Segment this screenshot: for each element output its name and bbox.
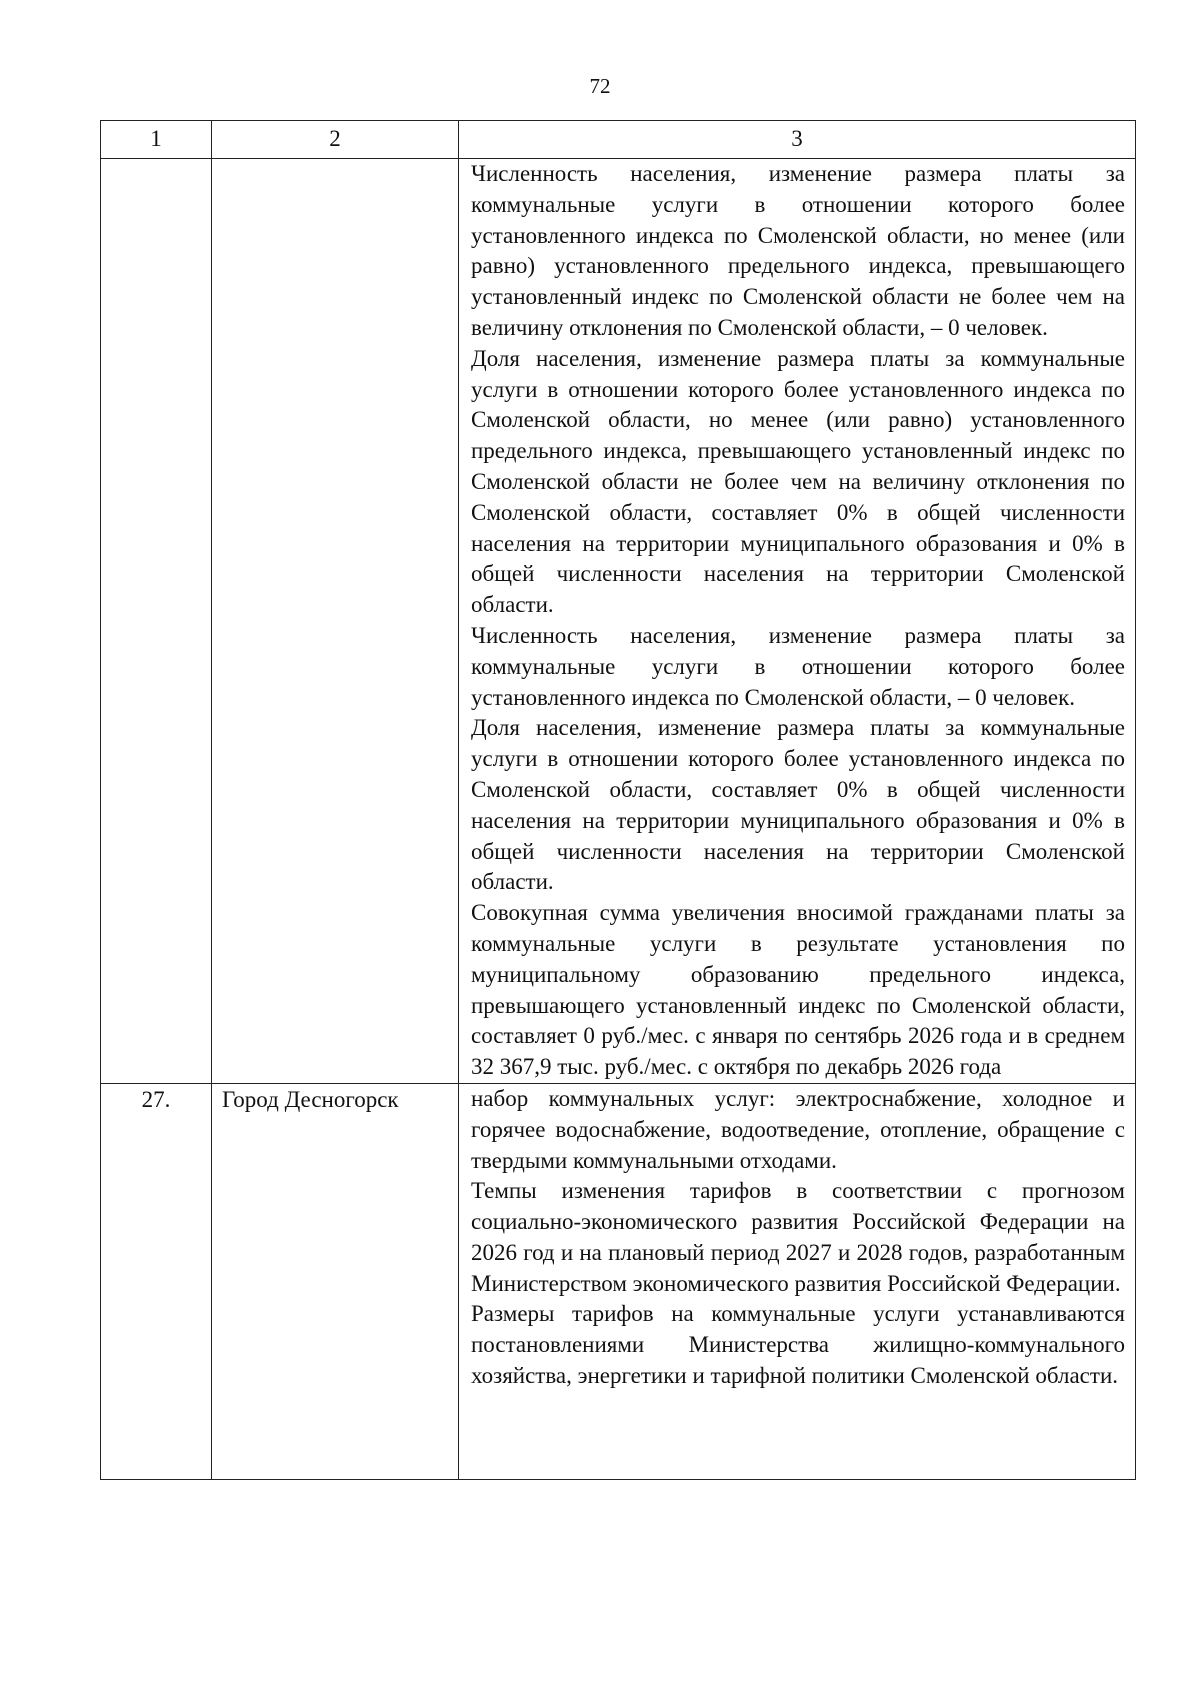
paragraph: Численность населения, изменение размера платы за коммунальные услуги в отношении которого более установленного индекса по Смоленской области, но менее (или равно) установленного предельного индекса, превышающего установленный индекс по Смоленской области не более чем на величину отклонения по Смоленской области, – 0 человек.: [471, 161, 1125, 340]
page-number: 72: [589, 74, 611, 98]
data-table: [100, 120, 1136, 1480]
paragraph: Темпы изменения тарифов в соответствии с прогнозом социально-экономического развития Российской Федерации на 2026 год и на плановый период 2027 и 2028 годов, разработанным Министерством экономического развития Российской Федерации.: [471, 1178, 1125, 1296]
table-row: [101, 1083, 1136, 1479]
paragraph: Размеры тарифов на коммунальные услуги устанавливаются постановлениями Министерства жилищно-коммунального хозяйства, энергетики и тарифной политики Смоленской области.: [471, 1301, 1125, 1389]
paragraph: набор коммунальных услуг: электроснабжение, холодное и горячее водоснабжение, водоотведение, отопление, обращение с твердыми коммунальными отходами.: [471, 1085, 1125, 1173]
paragraph: Доля населения, изменение размера платы за коммунальные услуги в отношении которого более установленного индекса по Смоленской области, но менее (или равно) установленного предельного индекса, превышающего установленный индекс по Смоленской области не более чем на величину отклонения по Смоленской области, составляет 0% в общей численности населения на территории муниципального образования и 0% в общей численности населения на территории Смоленской области.: [471, 345, 1125, 618]
table-header-row: [101, 121, 1136, 159]
municipality-name-cell: [212, 159, 459, 1084]
description-cell: [459, 159, 1136, 1084]
row-number-cell: [101, 159, 212, 1084]
description-cell: [459, 1083, 1136, 1479]
paragraph: Совокупная сумма увеличения вносимой гражданами платы за коммунальные услуги в результате установления по муниципальному образованию предельного индекса, превышающего установленный индекс по Смоленской области, составляет 0 руб./мес. с января по сентябрь 2026 года и в среднем 32 367,9 тыс. руб./мес. с октября по декабрь 2026 года: [471, 900, 1125, 1080]
municipality-name-cell: Город Десногорск: [212, 1083, 459, 1479]
paragraph: Численность населения, изменение размера платы за коммунальные услуги в отношении которого более установленного индекса по Смоленской области, – 0 человек.: [471, 622, 1125, 710]
paragraph: Доля населения, изменение размера платы за коммунальные услуги в отношении которого более установленного индекса по Смоленской области, составляет 0% в общей численности населения на территории муниципального образования и 0% в общей численности населения на территории Смоленской области.: [471, 715, 1125, 895]
row-number-cell: 27.: [101, 1083, 212, 1479]
column-header-1: 1: [101, 121, 212, 159]
column-header-2: 2: [212, 121, 459, 159]
table-row: [101, 159, 1136, 1084]
column-header-3: 3: [459, 121, 1136, 159]
